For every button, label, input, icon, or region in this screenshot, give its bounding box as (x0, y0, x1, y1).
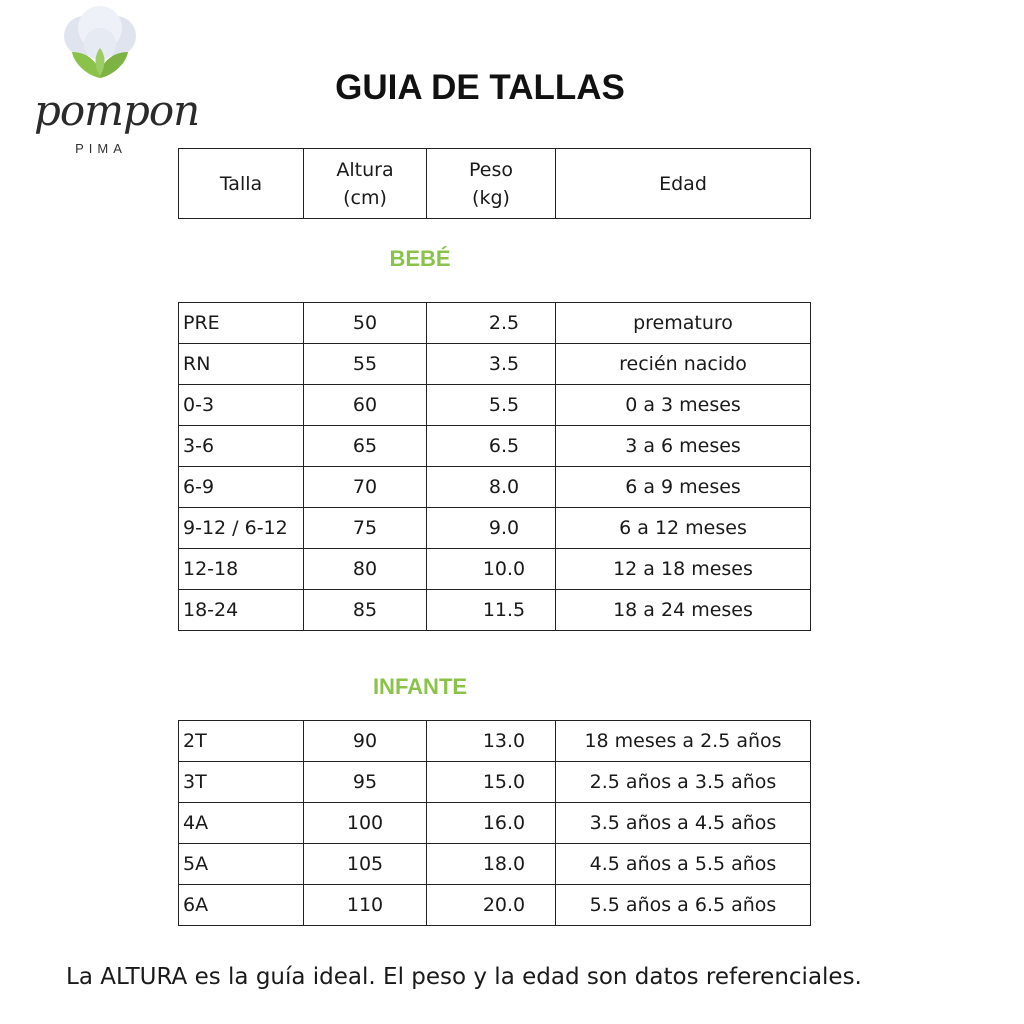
table-row (179, 508, 811, 549)
cell-talla: 5A (179, 844, 304, 885)
cell-altura: 70 (304, 467, 427, 508)
header-talla: Talla (179, 149, 304, 219)
cell-altura: 95 (304, 762, 427, 803)
table-row (179, 426, 811, 467)
header-peso (427, 149, 556, 219)
cell-altura: 60 (304, 385, 427, 426)
cell-peso: 20.0 (427, 885, 556, 926)
brand-logo (34, 6, 200, 156)
header-edad: Edad (556, 149, 811, 219)
cell-edad: 0 a 3 meses (556, 385, 811, 426)
header-peso-unit: (kg) (472, 186, 510, 209)
cell-altura: 80 (304, 549, 427, 590)
cell-peso: 13.0 (427, 721, 556, 762)
table-row (179, 762, 811, 803)
cell-talla: 6A (179, 885, 304, 926)
cell-altura: 55 (304, 344, 427, 385)
cell-talla: 0-3 (179, 385, 304, 426)
cell-peso: 3.5 (427, 344, 556, 385)
cell-altura: 105 (304, 844, 427, 885)
cell-altura: 75 (304, 508, 427, 549)
cell-talla: 3T (179, 762, 304, 803)
cell-altura: 100 (304, 803, 427, 844)
cell-talla: 2T (179, 721, 304, 762)
table-row (179, 549, 811, 590)
cell-edad: 6 a 9 meses (556, 467, 811, 508)
cell-edad: 3 a 6 meses (556, 426, 811, 467)
cell-edad: recién nacido (556, 344, 811, 385)
header-altura-label: Altura (336, 158, 394, 181)
table-row (179, 344, 811, 385)
cell-talla: 12-18 (179, 549, 304, 590)
header-peso-label: Peso (469, 158, 513, 181)
cell-altura: 90 (304, 721, 427, 762)
cell-altura: 85 (304, 590, 427, 631)
cell-peso: 15.0 (427, 762, 556, 803)
table-row (179, 467, 811, 508)
infante-size-table (178, 720, 811, 926)
cell-peso: 8.0 (427, 467, 556, 508)
bebe-size-table (178, 302, 811, 631)
cell-edad: 3.5 años a 4.5 años (556, 803, 811, 844)
cell-peso: 6.5 (427, 426, 556, 467)
brand-name: pompon (34, 86, 200, 135)
cell-altura: 110 (304, 885, 427, 926)
section-title-bebe: BEBÉ (389, 246, 451, 271)
cell-edad: 18 a 24 meses (556, 590, 811, 631)
cell-peso: 9.0 (427, 508, 556, 549)
table-row (179, 385, 811, 426)
cell-edad: 2.5 años a 3.5 años (556, 762, 811, 803)
cell-talla: 6-9 (179, 467, 304, 508)
cell-peso: 18.0 (427, 844, 556, 885)
table-row (179, 844, 811, 885)
cell-talla: RN (179, 344, 304, 385)
cell-peso: 5.5 (427, 385, 556, 426)
cell-talla: 18-24 (179, 590, 304, 631)
table-row (179, 803, 811, 844)
table-row (179, 303, 811, 344)
cell-edad: 12 a 18 meses (556, 549, 811, 590)
cell-edad: 4.5 años a 5.5 años (556, 844, 811, 885)
header-row (179, 149, 811, 219)
page-title: GUIA DE TALLAS (335, 68, 625, 107)
cell-peso: 2.5 (427, 303, 556, 344)
section-title-infante: INFANTE (372, 674, 468, 699)
cell-peso: 16.0 (427, 803, 556, 844)
cell-peso: 10.0 (427, 549, 556, 590)
table-row (179, 885, 811, 926)
brand-subtitle: PIMA (75, 141, 127, 156)
table-row (179, 721, 811, 762)
header-altura (304, 149, 427, 219)
cell-edad: prematuro (556, 303, 811, 344)
cell-talla: PRE (179, 303, 304, 344)
cotton-boll-icon (60, 6, 140, 86)
cell-edad: 6 a 12 meses (556, 508, 811, 549)
table-row (179, 590, 811, 631)
cell-edad: 18 meses a 2.5 años (556, 721, 811, 762)
header-altura-unit: (cm) (343, 186, 387, 209)
size-header-table (178, 148, 811, 219)
cell-edad: 5.5 años a 6.5 años (556, 885, 811, 926)
cell-talla: 9-12 / 6-12 (179, 508, 304, 549)
cell-altura: 65 (304, 426, 427, 467)
cell-altura: 50 (304, 303, 427, 344)
cell-talla: 3-6 (179, 426, 304, 467)
footnote: La ALTURA es la guía ideal. El peso y la edad son datos referenciales. (66, 964, 862, 990)
cell-talla: 4A (179, 803, 304, 844)
cell-peso: 11.5 (427, 590, 556, 631)
